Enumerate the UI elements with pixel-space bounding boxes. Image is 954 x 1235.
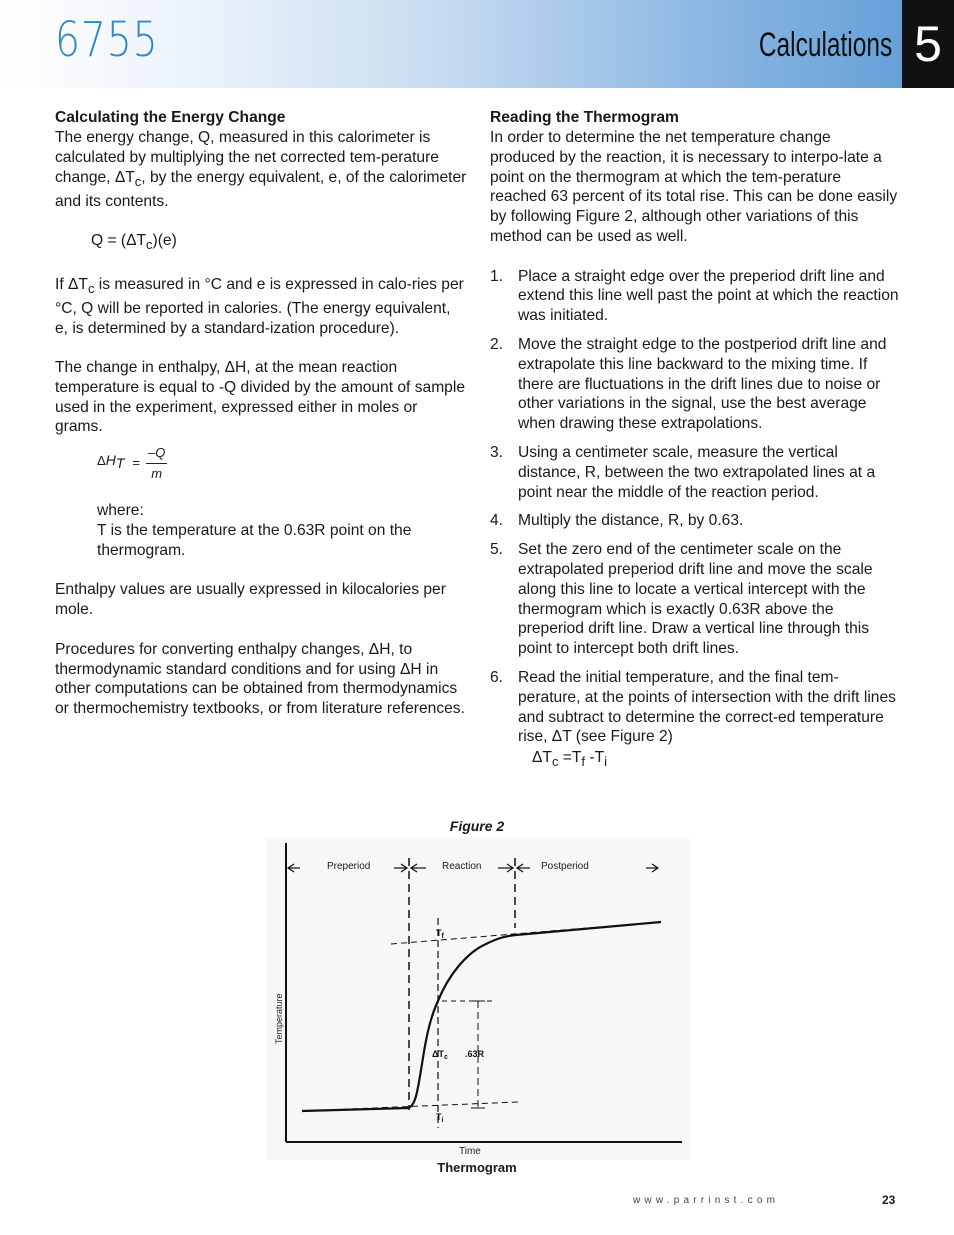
tf-label: $T_f$	[436, 928, 444, 940]
enthalpy-formula: $\Delta H_T$ = $\frac{-Q}{m}$	[97, 444, 166, 481]
right-column	[490, 108, 900, 772]
energy-formula: $Q = (\Delta T_c)(e)$	[91, 232, 177, 253]
where-label: where:	[97, 502, 144, 520]
energy-change-heading: Calculating the Energy Change	[55, 109, 286, 126]
footer-url[interactable]: www.parrinst.com	[633, 1195, 780, 1206]
ti-label: $T_i$	[436, 1112, 444, 1124]
model-number: 6755	[55, 12, 159, 68]
list-item: 1. Place a straight edge over the preperiod drift line and extend this line well past the point at which the reaction was initiated.	[490, 267, 899, 325]
enthalpy-units-paragraph: Enthalpy values are usually expressed in kilocalories per mole.	[55, 581, 446, 619]
section-title: Calculations	[758, 26, 892, 64]
enthalpy-paragraph: The change in enthalpy, ΔH, at the mean reaction temperature is equal to -Q divided by the amount of sample used in the experiment, expressed either in moles or grams.	[55, 359, 465, 436]
list-item: 4. Multiply the distance, R, by 0.63.	[490, 512, 744, 530]
where-text: T is the temperature at the 0.63R point on the thermogram.	[97, 522, 412, 559]
steps-list	[490, 267, 900, 748]
figure-caption: Figure 2	[449, 818, 505, 834]
063r-label: .63R	[465, 1049, 485, 1059]
procedures-paragraph: Procedures for converting enthalpy changes, ΔH, to thermodynamic standard conditions and for using ΔH in other computations can be obtained from thermodynamics or thermochemistry textbooks, or from literature references.	[55, 640, 465, 718]
list-item: 6. Read the initial temperature, and the final tem-perature, at the points of intersection with the drift lines and subtract to determine the correct-ed temperature rise, ΔT (see Figure 2)	[490, 668, 896, 746]
thermogram-title: Thermogram	[437, 1160, 517, 1175]
chapter-number: 5	[902, 0, 954, 88]
list-item: 3. Using a centimeter scale, measure the vertical distance, R, between the two extrapolated lines at a point near the middle of the reaction period.	[490, 443, 876, 501]
energy-change-paragraph: The energy change, Q, measured in this calorimeter is calculated by multiplying the net corrected tem-perature change, $\Delta T_c$, by the energy equivalent, e, of the calorimeter and its contents.	[55, 129, 467, 210]
postperiod-label: Postperiod	[541, 861, 589, 872]
page-number: 23	[882, 1193, 896, 1207]
dtc-label: $\Delta T_c$	[432, 1049, 448, 1061]
list-item: 2. Move the straight edge to the postperiod drift line and extrapolate this line backward to the mixing time. If there are fluctuations in the drift lines due to noise or other variations in the signal, use the best average when drawing these extrapolations.	[490, 335, 887, 433]
preperiod-label: Preperiod	[327, 861, 371, 872]
thermogram-intro: In order to determine the net temperature change produced by the reaction, it is necessary to interpo-late a point on the thermogram at which the tem-perature reached 63 percent of its total rise. This can be done easily by following Figure 2, although other variations of this method can be used as well.	[490, 129, 898, 245]
left-column	[55, 108, 467, 719]
corrected-rise-formula: $\Delta T_c =T_f$ $-T_i$	[532, 749, 607, 770]
page-header	[0, 0, 954, 88]
x-axis-label: Time	[459, 1146, 481, 1157]
y-axis-label: Temperature	[274, 993, 284, 1044]
list-item: 5. Set the zero end of the centimeter scale on the extrapolated preperiod drift line and move the scale along this line to locate a vertical intercept with the thermogram which is exactly 0.63R above the preperiod drift line. Draw a vertical line through this point to intercept both drift lines.	[490, 541, 873, 658]
thermogram-heading: Reading the Thermogram	[490, 109, 679, 126]
reaction-label: Reaction	[442, 861, 482, 872]
thermogram-figure	[266, 838, 690, 1160]
units-paragraph: If $\Delta T_c$ is measured in °C and e is expressed in calo-ries per °C, Q will be reported in calories. (The energy equivalent, e, is determined by a standard-ization procedure).	[55, 275, 464, 337]
